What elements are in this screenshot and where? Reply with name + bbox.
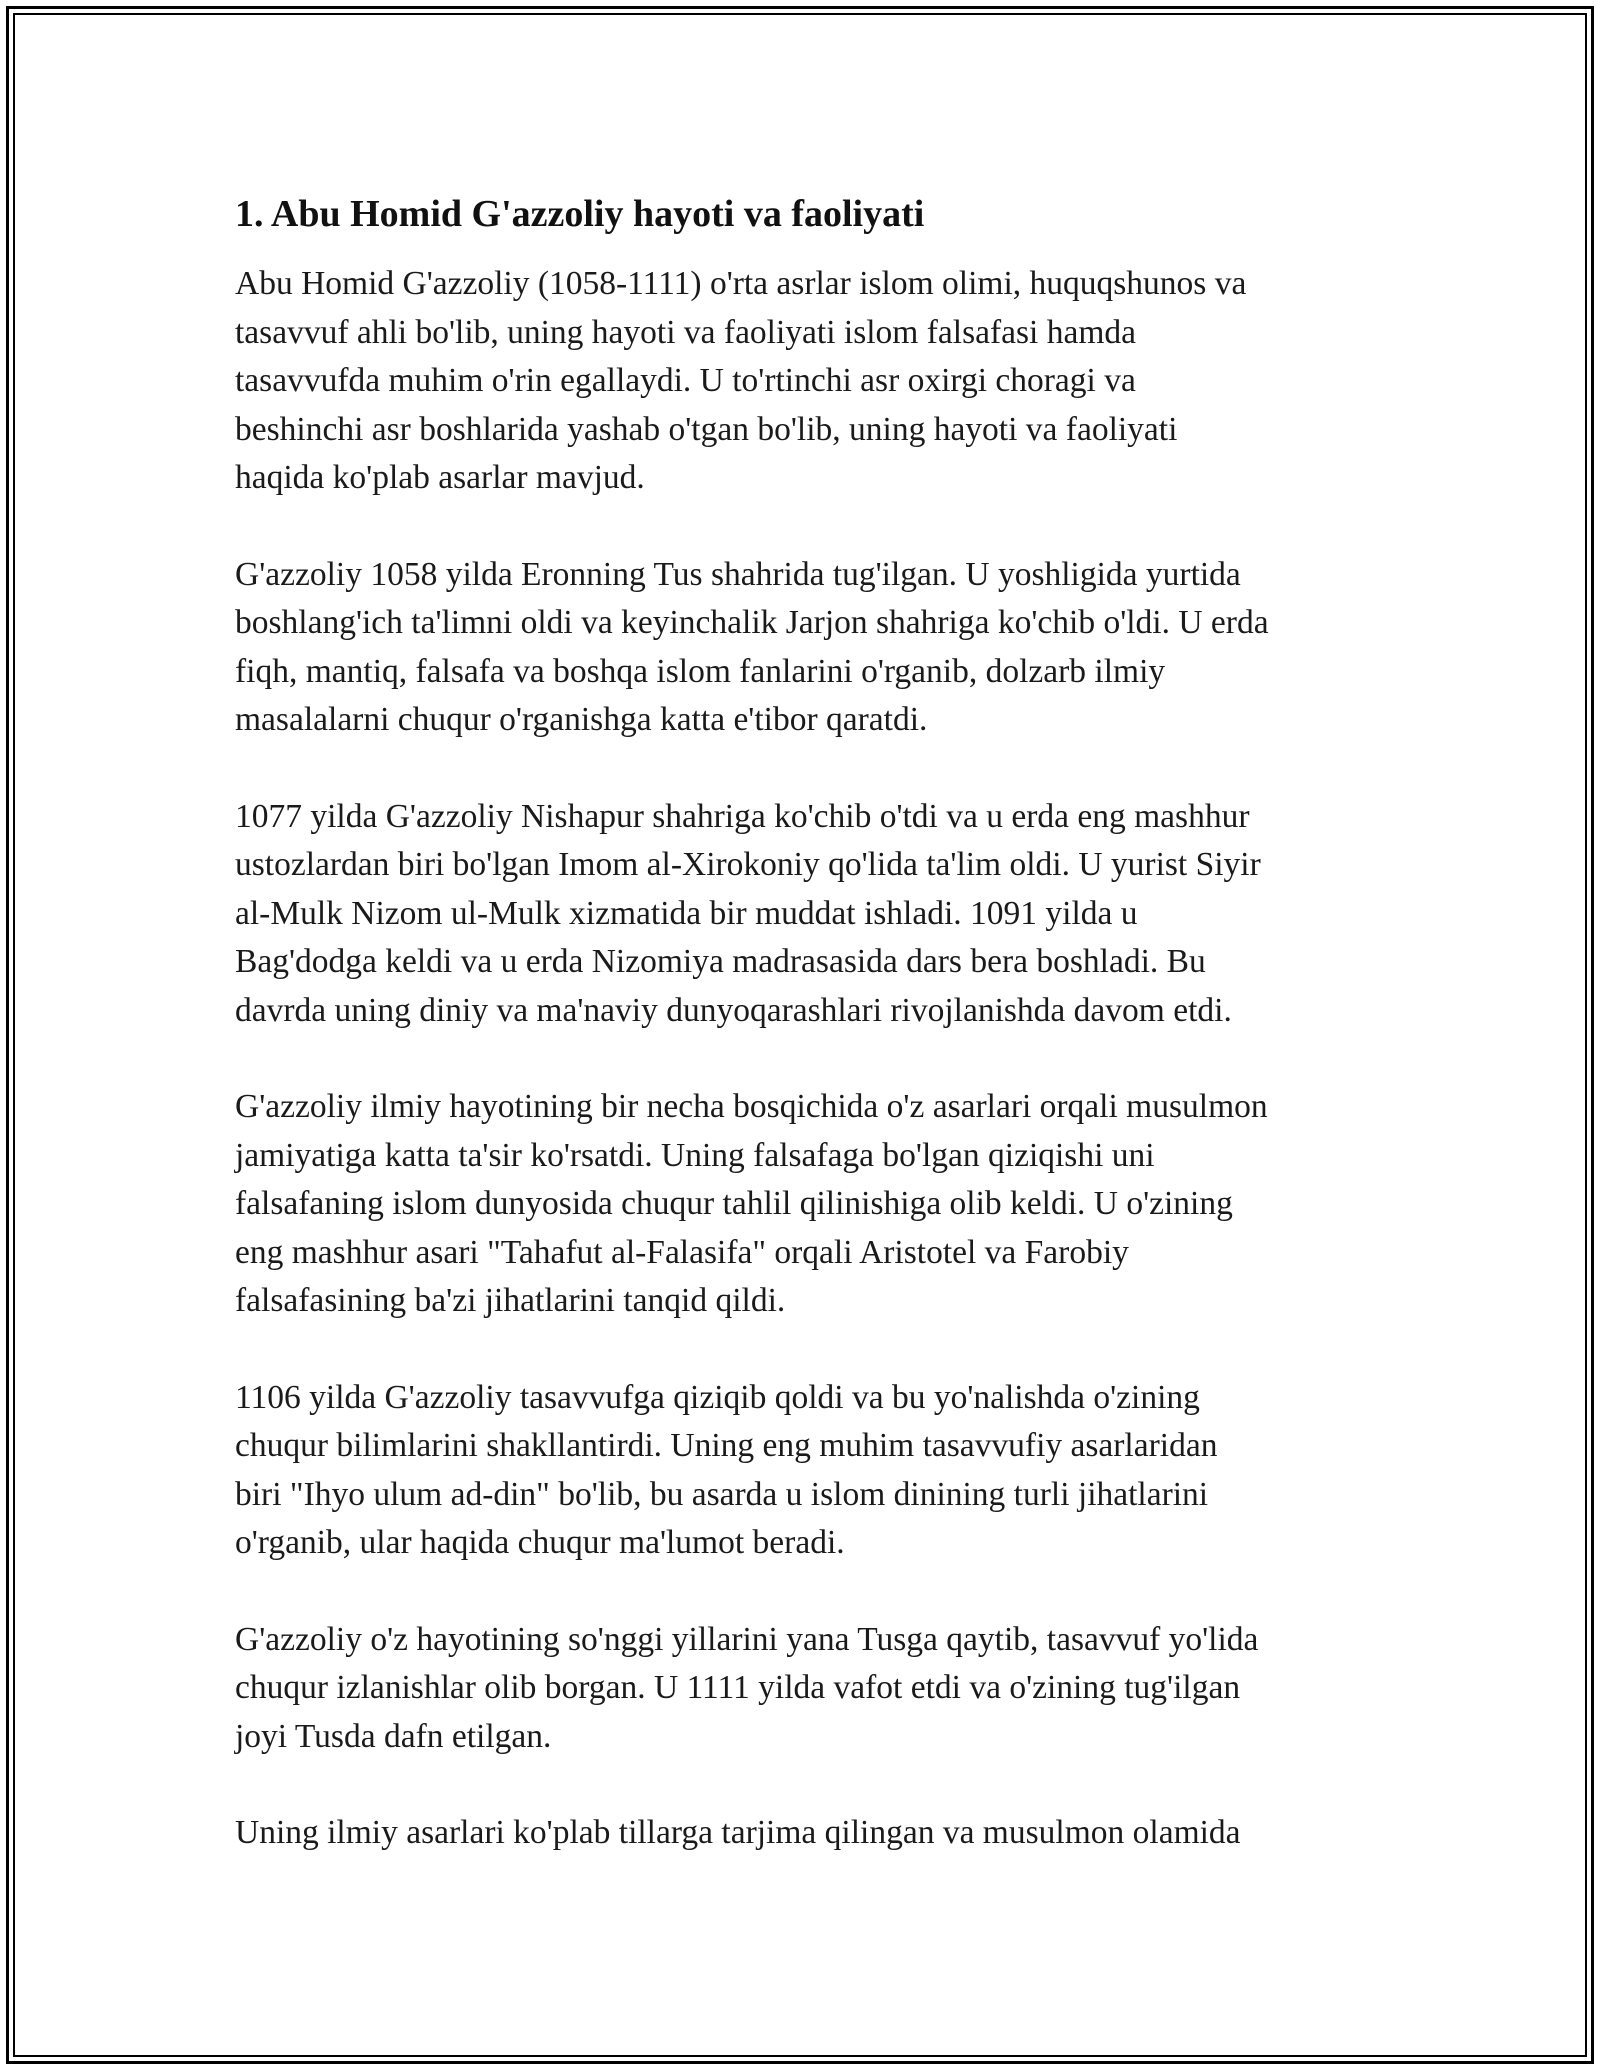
- text-line: 1077 yilda G'azzoliy Nishapur shahriga ko'chib o'tdi va u erda eng mashhur: [235, 797, 1250, 835]
- text-line: fiqh, mantiq, falsafa va boshqa islom fanlarini o'rganib, dolzarb ilmiy: [235, 652, 1166, 690]
- paragraph-legacy: [235, 1809, 1385, 1858]
- paragraph-nishapur: [235, 793, 1385, 1036]
- text-line: falsafaning islom dunyosida chuqur tahlil qilinishiga olib keldi. U o'zining: [235, 1185, 1233, 1222]
- text-line: masalalarni chuqur o'rganishga katta e'tibor qaratdi.: [235, 701, 928, 738]
- paragraph-tasavvuf: [235, 1374, 1385, 1568]
- text-line: al-Mulk Nizom ul-Mulk xizmatida bir muddat ishladi. 1091 yilda u: [235, 894, 1138, 932]
- text-line: biri "Ihyo ulum ad-din" bo'lib, bu asarda u islom dinining turli jihatlarini: [235, 1475, 1209, 1513]
- text-line: chuqur izlanishlar olib borgan. U 1111 yilda vafot etdi va o'zining tug'ilgan: [235, 1669, 1241, 1706]
- text-line: davrda uning diniy va ma'naviy dunyoqarashlari rivojlanishda davom etdi.: [235, 991, 1232, 1029]
- section-heading: 1. Abu Homid G'azzoliy hayoti va faoliyati: [235, 193, 925, 235]
- text-line: eng mashhur asari "Tahafut al-Falasifa" orqali Aristotel va Farobiy: [235, 1233, 1129, 1271]
- paragraph-birth: [235, 551, 1385, 745]
- text-line: jamiyatiga katta ta'sir ko'rsatdi. Uning falsafaga bo'lgan qiziqishi uni: [235, 1136, 1155, 1174]
- text-line: G'azzoliy 1058 yilda Eronning Tus shahrida tug'ilgan. U yoshligida yurtida: [235, 555, 1241, 593]
- text-line: joyi Tusda dafn etilgan.: [235, 1717, 552, 1755]
- text-line: o'rganib, ular haqida chuqur ma'lumot beradi.: [235, 1524, 845, 1561]
- paragraph-final-years: [235, 1616, 1385, 1762]
- text-line: beshinchi asr boshlarida yashab o'tgan bo'lib, uning hayoti va faoliyati: [235, 410, 1178, 448]
- text-line: Bag'dodga keldi va u erda Nizomiya madrasasida dars bera boshladi. Bu: [235, 943, 1206, 980]
- text-line: chuqur bilimlarini shakllantirdi. Uning eng muhim tasavvufiy asarlaridan: [235, 1427, 1218, 1464]
- text-line: Uning ilmiy asarlari ko'plab tillarga tarjima qilingan va musulmon olamida: [235, 1814, 1241, 1851]
- text-line: haqida ko'plab asarlar mavjud.: [235, 459, 645, 496]
- paragraph-influence: [235, 1083, 1385, 1326]
- document-body: [235, 190, 1385, 1906]
- text-line: boshlang'ich ta'limni oldi va keyinchalik Jarjon shahriga ko'chib o'ldi. U erda: [235, 604, 1269, 641]
- text-line: G'azzoliy o'z hayotining so'nggi yillarini yana Tusga qaytib, tasavvuf yo'lida: [235, 1620, 1259, 1658]
- text-line: ustozlardan biri bo'lgan Imom al-Xirokoniy qo'lida ta'lim oldi. U yurist Siyir: [235, 846, 1261, 883]
- paragraph-intro: [235, 260, 1385, 503]
- text-line: Abu Homid G'azzoliy (1058-1111) o'rta asrlar islom olimi, huquqshunos va: [235, 265, 1247, 302]
- text-line: G'azzoliy ilmiy hayotining bir necha bosqichida o'z asarlari orqali musulmon: [235, 1088, 1268, 1125]
- text-line: 1106 yilda G'azzoliy tasavvufga qiziqib qoldi va bu yo'nalishda o'zining: [235, 1378, 1200, 1416]
- text-line: tasavvuf ahli bo'lib, uning hayoti va faoliyati islom falsafasi hamda: [235, 313, 1137, 351]
- text-line: tasavvufda muhim o'rin egallaydi. U to'rtinchi asr oxirgi choragi va: [235, 362, 1136, 399]
- text-line: falsafasining ba'zi jihatlarini tanqid qildi.: [235, 1282, 786, 1319]
